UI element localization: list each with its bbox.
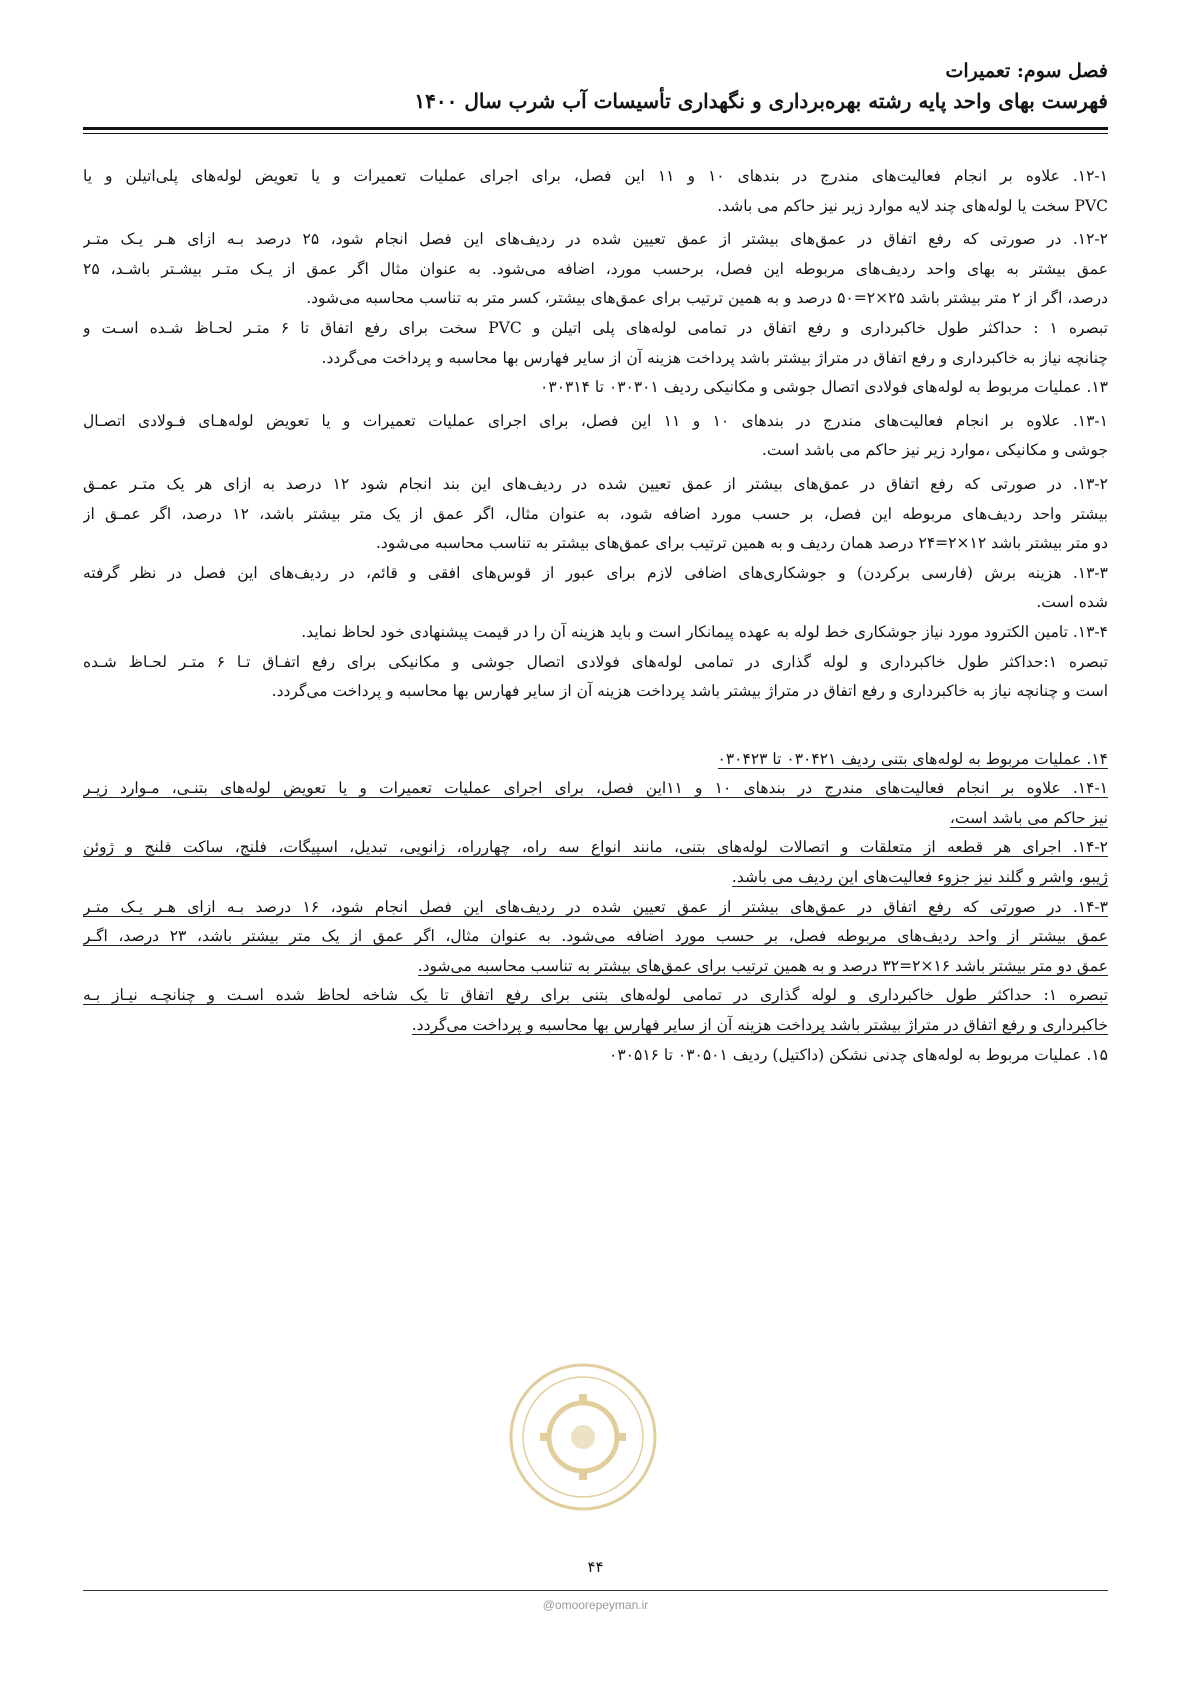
header-rule-thin [83, 133, 1108, 134]
paragraph-13-2-line-1: ۱۳-۲. در صورتی که رفع اتفاق در عمق‌های بیشتر از عمق تعیین شده در ردیف‌های این بند انجام شود ۱۲ درصد به ازای هر یک متـر عمـق [83, 474, 1108, 493]
document-body [83, 162, 1108, 1070]
page-header [83, 56, 1108, 116]
note-13-line-2: است و چنانچه نیاز به خاکبرداری و رفع اتفاق در متراژ بیشتر باشد پرداخت هزینه آن از سایر فهارس بها محاسبه و پرداخت می‌گردد. [271, 682, 1108, 701]
paragraph-14-1-line-2: نیز حاکم می باشد است، [949, 808, 1108, 827]
header-rule-thick [83, 127, 1108, 130]
paragraph-12-2-line-3: درصد، اگر از ۲ متر بیشتر باشد ۲۵×۲=۵۰ درصد و به همین ترتیب برای عمق‌های بیشتر، کسر متر به تناسب محاسبه می‌شود. [306, 289, 1108, 308]
paragraph-12-1-line-2: PVC سخت یا لوله‌های چند لایه موارد زیر نیز حاکم می باشد. [717, 196, 1108, 215]
paragraph-12-2-line-1: ۱۲-۲. در صورتی که رفع اتفاق در عمق‌های بیشتر از عمق تعیین شده در ردیف‌های این فصل انجام شود، ۲۵ درصد بـه ازای هـر یـک متـر [83, 230, 1108, 249]
note-12-line-2: چنانچه نیاز به خاکبرداری و رفع اتفاق در متراژ بیشتر باشد پرداخت هزینه آن از سایر فهارس بها محاسبه و پرداخت می‌گردد. [321, 348, 1108, 367]
paragraph-14-3-line-2: عمق بیشتر از واحد ردیف‌های مربوطه فصل، بر حسب مورد اضافه می‌شود. به عنوان مثال، اگر عمق از یک متر بیشتر باشد، ۲۳ درصد، اگـر [83, 927, 1108, 946]
page-number: ۴۴ [587, 1558, 604, 1576]
note-13-line-1: تبصره ۱:حداکثر طول خاکبرداری و لوله گذاری در تمامی لوله‌های فولادی اتصال جوشی و مکانیکی برای رفع اتفـاق تـا ۶ متـر لحـاظ شـده [83, 652, 1108, 671]
section-14-heading: ۱۴. عملیات مربوط به لوله‌های بتنی ردیف ۰۳۰۴۲۱ تا ۰۳۰۴۲۳ [717, 749, 1108, 768]
paragraph-13-3-line-2: شده است. [1036, 593, 1108, 612]
paragraph-12-1-line-1: ۱۲-۱. علاوه بر انجام فعالیت‌های مندرج در بندهای ۱۰ و ۱۱ این فصل، برای اجرای عملیات تعمیرات و یا تعویض لوله‌های پلی‌اتیلن و یا [83, 167, 1108, 185]
paragraph-14-3-line-3: عمق دو متر بیشتر باشد ۱۶×۲=۳۲ درصد و به همین ترتیب برای عمق‌های بیشتر به تناسب محاسبه می‌شود. [417, 956, 1108, 975]
footer-website: @omoorepeyman.ir [542, 1598, 649, 1612]
document-title: فهرست بهای واحد پایه رشته بهره‌برداری و نگهداری تأسیسات آب شرب سال ۱۴۰۰ [414, 89, 1108, 113]
paragraph-13-1-line-1: ۱۳-۱. علاوه بر انجام فعالیت‌های مندرج در بندهای ۱۰ و ۱۱ این فصل، برای اجرای عملیات تعمیرات و یا تعویض لوله‌هـای فـولادی اتصـال [83, 411, 1108, 430]
note-14-line-2: خاکبرداری و رفع اتفاق در متراژ بیشتر باشد پرداخت هزینه آن از سایر فهارس بها محاسبه و پرداخت می‌گردد. [411, 1016, 1108, 1035]
note-14-line-1: تبصره ۱: حداکثر طول خاکبرداری و لوله گذاری در تمامی لوله‌های بتنی برای رفع اتفاق تا یک شاخه لحاظ شده اسـت و چنانچـه نیـاز بـه [83, 986, 1108, 1005]
paragraph-13-1-line-2: جوشی و مکانیکی ،موارد زیر نیز حاکم می باشد است. [761, 441, 1108, 460]
paragraph-13-3-line-1: ۱۳-۳. هزینه برش (فارسی برکردن) و جوشکاری‌های اضافی لازم برای عبور از قوس‌های افقی و قائم، در ردیف‌های این فصل در نظر گرفته [83, 563, 1108, 582]
footer-rule [83, 1590, 1108, 1591]
chapter-title: فصل سوم: تعمیرات [945, 60, 1108, 82]
section-15-heading: ۱۵. عملیات مربوط به لوله‌های چدنی نشکن (داکتیل) ردیف ۰۳۰۵۰۱ تا ۰۳۰۵۱۶ [609, 1045, 1108, 1064]
paragraph-14-3-line-1: ۱۴-۳. در صورتی که رفع اتفاق در عمق‌های بیشتر از عمق تعیین شده در ردیف‌های این فصل انجام شود، ۱۶ درصد بـه ازای هـر یـک متـر [83, 897, 1108, 916]
paragraph-14-2-line-1: ۱۴-۲. اجرای هر قطعه از متعلقات و اتصالات لوله‌های بتنی، مانند انواع سه راه، چهارراه، زانویی، تبدیل، اسپیگات، فلنج، ساکت فلنج و ژوئن [83, 838, 1108, 857]
paragraph-13-2-line-2: بیشتر واحد ردیف‌های مربوطه این فصل، بر حسب مورد اضافه شود، به عنوان مثال، اگر عمق از یک متر بیشتر باشد، ۱۲ درصد، اگر عمـق از [83, 504, 1108, 523]
paragraph-13-4: ۱۳-۴. تامین الکترود مورد نیاز جوشکاری خط لوله به عهده پیمانکار است و باید هزینه آن را در قیمت پیشنهادی خود لحاظ نماید. [301, 622, 1108, 641]
section-13-heading: ۱۳. عملیات مربوط به لوله‌های فولادی اتصال جوشی و مکانیکی ردیف ۰۳۰۳۰۱ تا ۰۳۰۳۱۴ [540, 378, 1108, 397]
paragraph-14-1-line-1: ۱۴-۱. علاوه بر انجام فعالیت‌های مندرج در بندهای ۱۰ و ۱۱این فصل، برای اجرای عملیات تعمیرات و یا تعویض لوله‌های بتنـی، مـوارد زیـر [83, 779, 1108, 798]
note-12-line-1: تبصره ۱ : حداکثر طول خاکبرداری و رفع اتفاق در تمامی لوله‌های پلی اتیلن و PVC سخت برای رفع اتفاق تا ۶ متـر لحـاظ شـده اسـت و [83, 318, 1108, 337]
paragraph-14-2-line-2: ژیبو، واشر و گلند نیز جزوء فعالیت‌های این ردیف می باشد. [731, 868, 1108, 887]
watermark-seal [508, 1362, 658, 1512]
paragraph-12-2-line-2: عمق بیشتر به بهای واحد ردیف‌های مربوطه این فصل، برحسب مورد، اضافه می‌شود. به عنوان مثال اگر عمق از یـک متـر بیشـتر باشـد، ۲۵ [83, 259, 1108, 278]
paragraph-13-2-line-3: دو متر بیشتر باشد ۱۲×۲=۲۴ درصد همان ردیف و به همین ترتیب برای عمق‌های بیشتر به تناسب محاسبه می‌شود. [375, 534, 1108, 553]
